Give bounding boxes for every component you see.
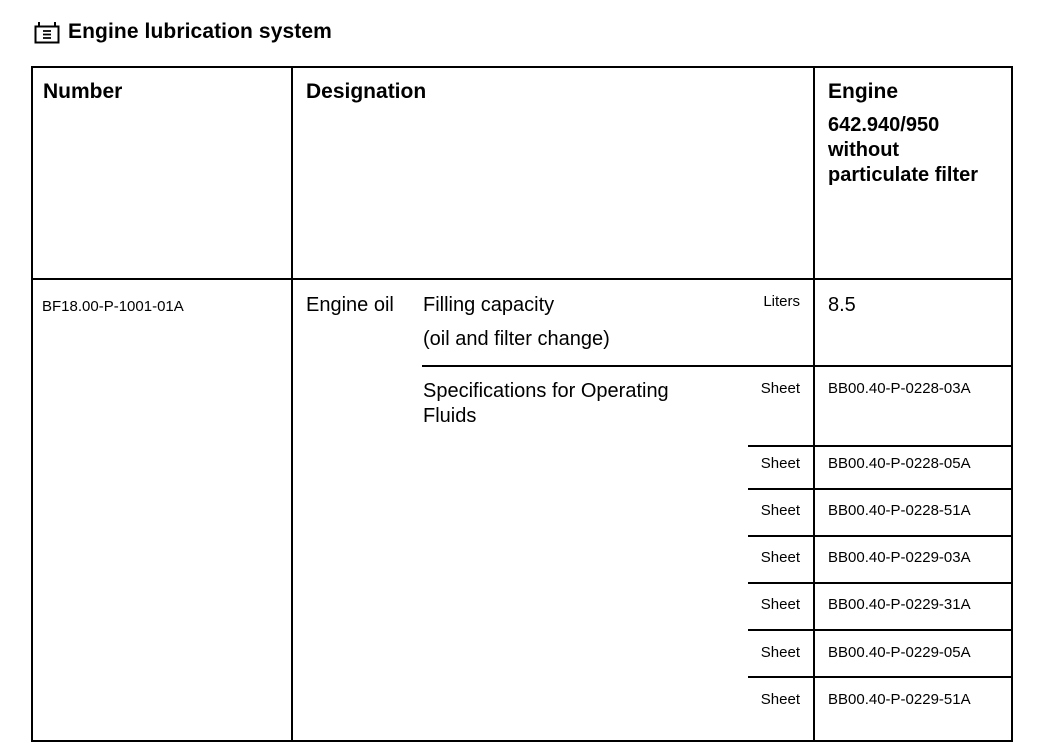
sheet-unit: Sheet: [760, 691, 800, 708]
filling-capacity-unit: Liters: [763, 293, 800, 310]
specifications-label-line2: Fluids: [423, 405, 477, 427]
header-engine-line2: without: [828, 139, 900, 161]
filling-capacity-value: 8.5: [828, 294, 856, 316]
oil-can-icon: [34, 20, 60, 44]
sheet-reference: BB00.40-P-0229-31A: [828, 596, 971, 613]
header-engine-line3: particulate filter: [828, 164, 979, 186]
sheet-reference: BB00.40-P-0229-05A: [828, 644, 971, 661]
sheet-unit: Sheet: [760, 644, 800, 661]
sheet-unit: Sheet: [760, 596, 800, 613]
sheet-unit: Sheet: [760, 455, 800, 472]
sheet-reference: BB00.40-P-0229-03A: [828, 549, 971, 566]
sheet-unit: Sheet: [760, 549, 800, 566]
header-designation: Designation: [306, 80, 427, 103]
header-engine-model: 642.940/950: [828, 114, 940, 136]
sheet-reference: BB00.40-P-0229-51A: [828, 691, 971, 708]
header-engine: Engine: [828, 80, 899, 103]
row-designation: Engine oil: [306, 294, 394, 316]
filling-capacity-label: Filling capacity: [423, 294, 555, 316]
sheet-reference: BB00.40-P-0228-05A: [828, 455, 971, 472]
sheet-unit: Sheet: [760, 380, 800, 397]
specifications-label: Specifications for Operating: [423, 380, 669, 402]
row-number: BF18.00-P-1001-01A: [42, 298, 184, 315]
section-header: [34, 20, 332, 44]
header-number: Number: [43, 80, 123, 103]
sheet-unit: Sheet: [760, 502, 800, 519]
section-title: Engine lubrication system: [68, 20, 332, 43]
sheet-reference: BB00.40-P-0228-51A: [828, 502, 971, 519]
filling-capacity-sublabel: (oil and filter change): [423, 328, 610, 350]
sheet-reference: BB00.40-P-0228-03A: [828, 380, 971, 397]
